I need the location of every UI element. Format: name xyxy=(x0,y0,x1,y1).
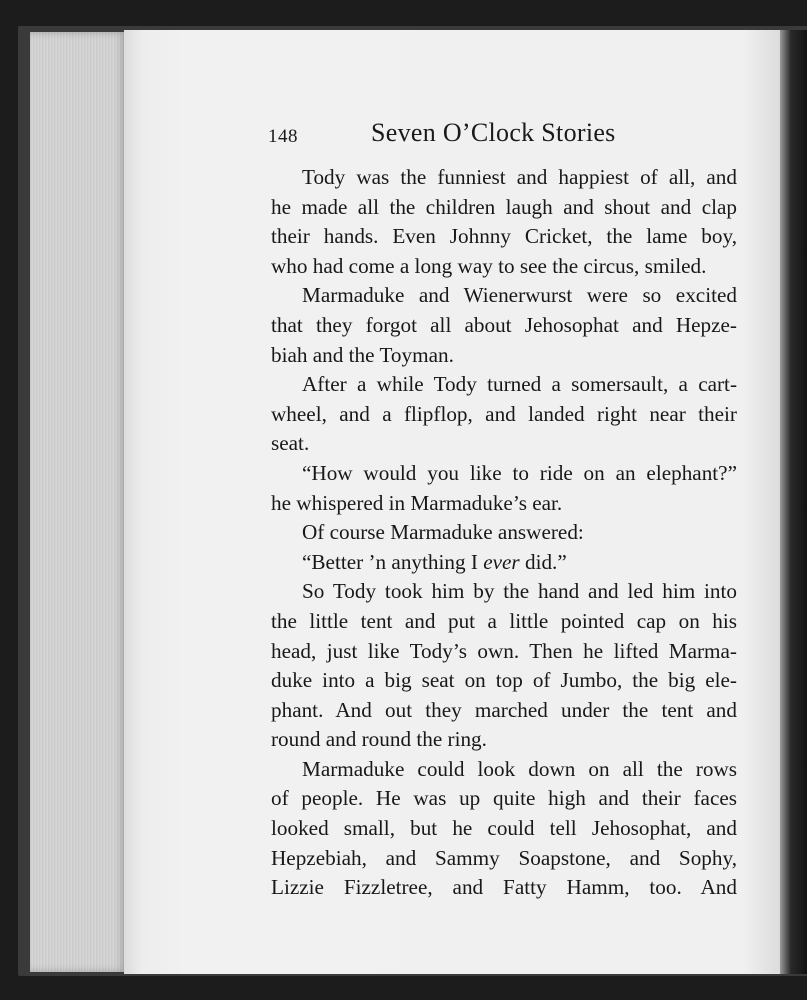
text-line: Lizzie Fizzletree, and Fatty Hamm, too. And xyxy=(271,875,737,900)
text-line: their hands. Even Johnny Cricket, the lame boy, xyxy=(271,224,737,249)
text-segment: did.” xyxy=(519,549,567,574)
book-gutter xyxy=(780,30,807,974)
text-line: round and round the ring. xyxy=(271,727,487,752)
text-line: biah and the Toyman. xyxy=(271,342,454,367)
text-line: who had come a long way to see the circus, smiled. xyxy=(271,253,707,278)
page-edges xyxy=(30,32,128,972)
text-line xyxy=(271,548,737,578)
book-title: Seven O’Clock Stories xyxy=(371,118,616,147)
text-line: After a while Tody turned a somersault, a cart- xyxy=(302,372,737,397)
text-line: Of course Marmaduke answered: xyxy=(302,520,584,545)
text-line: Marmaduke could look down on all the rows xyxy=(302,756,737,781)
text-line: the little tent and put a little pointed cap on his xyxy=(271,608,737,633)
text-line: seat. xyxy=(271,431,310,456)
text-line: Tody was the funniest and happiest of all, and xyxy=(302,165,737,189)
running-head xyxy=(268,118,638,152)
text-line: phant. And out they marched under the tent and xyxy=(271,697,737,722)
text-line: head, just like Tody’s own. Then he lifted Marma- xyxy=(271,638,737,663)
text-line: duke into a big seat on top of Jumbo, the big ele- xyxy=(271,668,737,693)
text-line: wheel, and a flipflop, and landed right near their xyxy=(271,401,737,426)
text-line: “How would you like to ride on an elephant?” xyxy=(302,460,737,485)
body-text xyxy=(271,163,737,903)
page-number: 148 xyxy=(268,126,298,147)
text-segment: “Better ’n anything I xyxy=(302,549,484,574)
text-line: Marmaduke and Wienerwurst were so excited xyxy=(302,283,737,308)
text-line: that they forgot all about Jehosophat and Hepze- xyxy=(271,312,737,337)
text-line: So Tody took him by the hand and led him into xyxy=(302,579,737,604)
italic-word: ever xyxy=(483,549,520,574)
text-line: Hepzebiah, and Sammy Soapstone, and Sophy, xyxy=(271,845,737,870)
text-line: of people. He was up quite high and their faces xyxy=(271,786,737,811)
text-line: he made all the children laugh and shout and clap xyxy=(271,194,737,219)
text-line: he whispered in Marmaduke’s ear. xyxy=(271,490,563,515)
text-line: looked small, but he could tell Jehosophat, and xyxy=(271,816,737,841)
